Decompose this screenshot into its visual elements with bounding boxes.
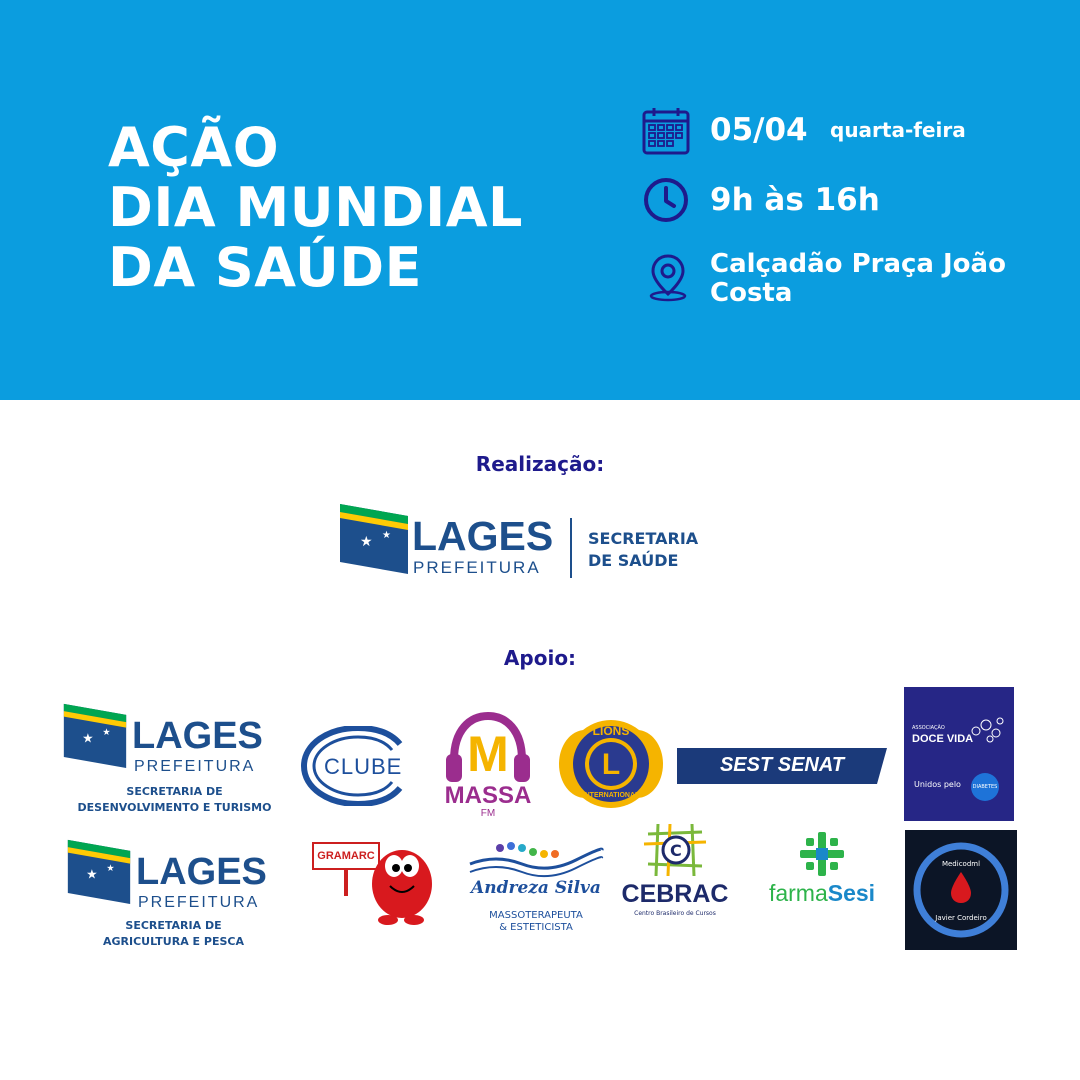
farma-cross-icon bbox=[798, 830, 846, 878]
diabetes-badge: DIABETES bbox=[971, 773, 999, 801]
cebrac-logo bbox=[620, 822, 730, 922]
lages-wordmark: LAGES bbox=[136, 851, 267, 893]
svg-text:★: ★ bbox=[82, 731, 94, 747]
lages-caption bbox=[56, 918, 291, 950]
event-date: 05/04 bbox=[710, 112, 808, 148]
medicodml-bottom: Javier Cordeiro bbox=[935, 914, 987, 922]
title-line-1: AÇÃO bbox=[108, 116, 280, 179]
medicodml-top: Medicodml bbox=[941, 860, 981, 868]
location-line-1: Calçadão Praça João bbox=[710, 249, 1006, 279]
medicodml-ring-icon bbox=[905, 830, 1017, 950]
svg-text:★: ★ bbox=[360, 534, 373, 550]
andreza-line-2: & ESTETICISTA bbox=[499, 922, 573, 933]
bubbles-icon bbox=[966, 715, 1006, 745]
lages-caption bbox=[62, 784, 287, 816]
svg-text:C: C bbox=[670, 841, 682, 860]
secretaria-saude-text bbox=[588, 528, 698, 572]
massa-m-letter: M bbox=[467, 726, 509, 782]
caption-line-1: SECRETARIA DE bbox=[125, 919, 222, 932]
prefeitura-wordmark: PREFEITURA bbox=[134, 758, 256, 775]
apoio-label: Apoio: bbox=[503, 646, 577, 670]
doce-vida-tag: Unidos pelo bbox=[914, 780, 961, 789]
gramarc-logo bbox=[312, 842, 452, 926]
farma-sesi-text bbox=[760, 880, 884, 907]
cebrac-text: CEBRAC bbox=[621, 880, 729, 908]
lages-secretaria-saude-logo bbox=[338, 500, 708, 585]
andreza-line-1: MASSOTERAPEUTA bbox=[489, 910, 583, 921]
secretaria-line-1: SECRETARIA bbox=[588, 529, 699, 548]
prefeitura-wordmark: PREFEITURA bbox=[138, 894, 260, 911]
title-line-2: DIA MUNDIAL bbox=[108, 176, 523, 239]
massa-fm-text: FM bbox=[480, 808, 496, 819]
lions-letter: L bbox=[601, 748, 621, 781]
svg-text:★: ★ bbox=[86, 867, 98, 883]
clube-logo bbox=[300, 726, 416, 806]
event-weekday: quarta-feira bbox=[830, 118, 966, 142]
farma-sesi-logo bbox=[760, 826, 884, 912]
blood-drop-mascot-icon bbox=[352, 842, 442, 926]
clock-icon bbox=[641, 175, 691, 225]
sest-senat-text: SEST SENAT bbox=[719, 754, 845, 776]
caption-line-1: SECRETARIA DE bbox=[126, 785, 223, 798]
svg-text:★: ★ bbox=[382, 530, 391, 541]
massa-fm-logo bbox=[436, 710, 540, 820]
andreza-profession bbox=[466, 910, 606, 934]
event-location bbox=[710, 250, 1006, 308]
location-pin-icon bbox=[643, 252, 693, 302]
cebrac-sub: Centro Brasileiro de Cursos bbox=[634, 910, 716, 917]
event-time: 9h às 16h bbox=[710, 182, 880, 218]
doce-vida-name: DOCE VIDA bbox=[912, 733, 974, 745]
realizacao-label: Realização: bbox=[475, 452, 605, 476]
secretaria-line-2: DE SAÚDE bbox=[588, 551, 679, 570]
gramarc-sign-pole bbox=[344, 870, 348, 896]
massa-text: MASSA bbox=[444, 782, 532, 809]
sest-senat-logo bbox=[677, 748, 887, 784]
lages-flag-icon bbox=[338, 502, 410, 574]
lages-flag-icon bbox=[62, 702, 128, 768]
lages-flag-icon bbox=[66, 838, 132, 904]
caption-line-2: AGRICULTURA E PESCA bbox=[103, 935, 244, 948]
svg-text:★: ★ bbox=[102, 727, 111, 738]
caption-line-2: DESENVOLVIMENTO E TURISMO bbox=[77, 801, 272, 814]
location-line-2: Costa bbox=[710, 278, 793, 308]
gramarc-sign: GRAMARC bbox=[312, 842, 380, 870]
cebrac-grid-icon bbox=[640, 822, 710, 878]
doce-vida-logo bbox=[904, 687, 1014, 821]
lages-turismo-logo bbox=[62, 702, 282, 817]
calendar-icon bbox=[641, 106, 691, 156]
medicodml-logo bbox=[905, 830, 1017, 950]
sesi-part: Sesi bbox=[827, 880, 876, 906]
lages-wordmark: LAGES bbox=[412, 513, 554, 559]
lions-logo bbox=[557, 712, 665, 816]
lions-bottom-text: INTERNATIONAL bbox=[582, 792, 640, 799]
clube-text: CLUBE bbox=[324, 754, 403, 779]
lages-wordmark: LAGES bbox=[132, 715, 263, 757]
lages-agricultura-logo bbox=[66, 838, 286, 953]
dots-waves-icon bbox=[466, 834, 606, 880]
farma-part: farma bbox=[768, 880, 828, 906]
logo-divider bbox=[570, 518, 572, 578]
lions-top-text: LIONS bbox=[592, 724, 630, 738]
andreza-name: Andreza Silva bbox=[471, 878, 601, 898]
doce-vida-assoc: ASSOCIAÇÃO bbox=[912, 725, 945, 731]
andreza-silva-logo bbox=[466, 834, 606, 938]
event-title bbox=[108, 118, 523, 298]
prefeitura-wordmark: PREFEITURA bbox=[413, 558, 541, 577]
title-line-3: DA SAÚDE bbox=[108, 236, 422, 299]
svg-text:★: ★ bbox=[106, 863, 115, 874]
